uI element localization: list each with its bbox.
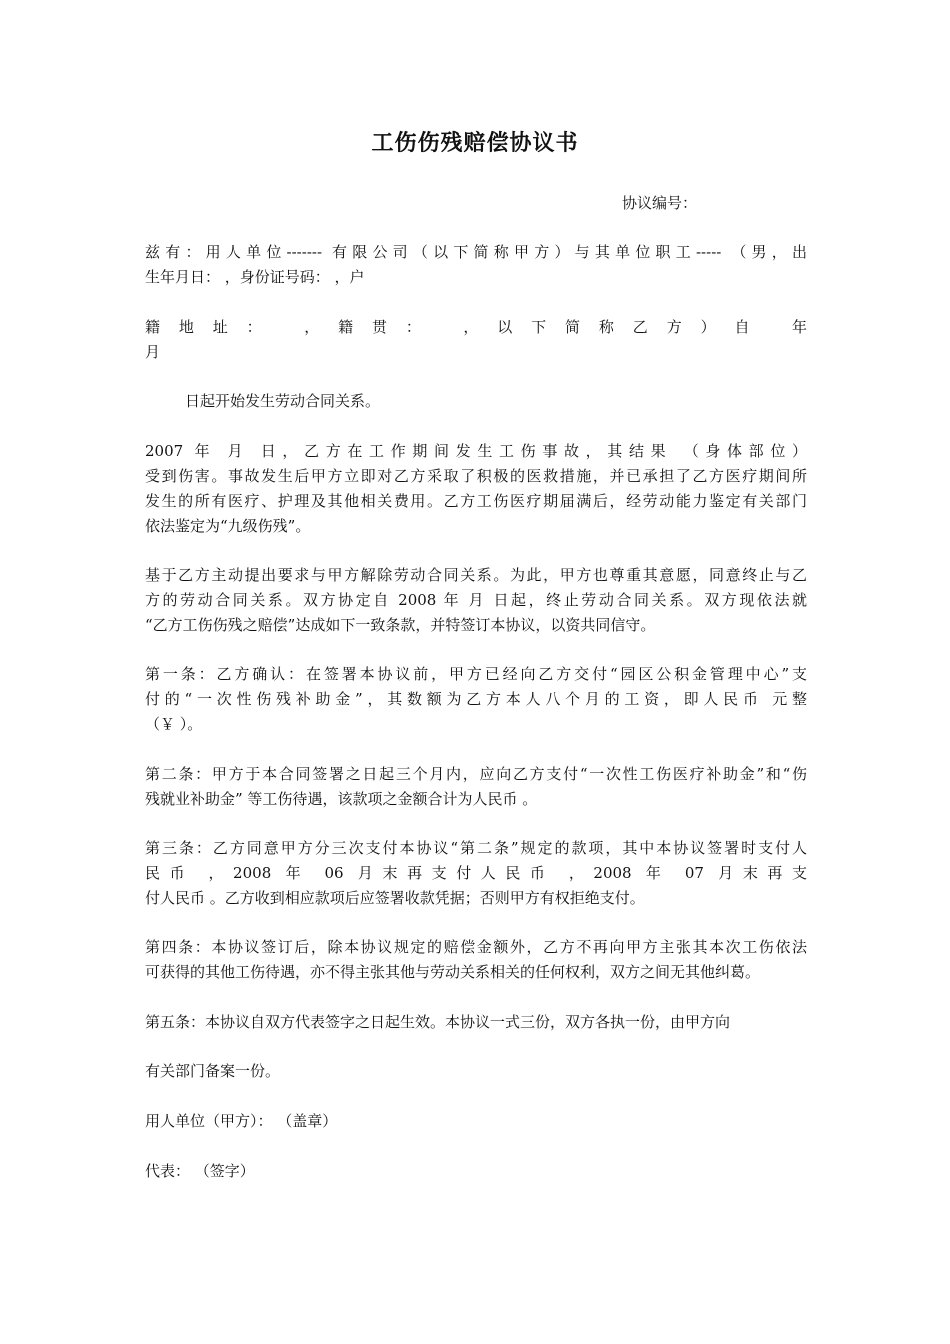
article-3-line-3: 付人民币 。乙方收到相应款项后应签署收款凭据；否则甲方有权拒绝支付。: [145, 889, 645, 907]
article-4-line-1: 第四条：本协议签订后，除本协议规定的赔偿金额外，乙方不再向甲方主张其本次工伤依法: [145, 938, 807, 956]
article-5-line-2: 有关部门备案一份。: [145, 1062, 281, 1080]
article-2-line-1: 第二条：甲方于本合同签署之日起三个月内，应向乙方支付“一次性工伤医疗补助金”和“伤: [145, 765, 807, 783]
article-3-line-2: 民币 ，2008 年 06 月末再支付人民币 ，2008 年 07 月末再支: [145, 864, 807, 882]
article-1-line-3: （￥ ）。: [145, 715, 203, 733]
document-title: 工伤伤残赔偿协议书: [371, 131, 579, 156]
p2-line-3: “乙方工伤伤残之赔偿”达成如下一致条款，并特签订本协议，以资共同信守。: [145, 616, 656, 634]
intro-line-4: 月: [145, 343, 161, 361]
employer-signature-line: 用人单位（甲方）： （盖章）: [145, 1112, 338, 1130]
p1-line-4: 依法鉴定为“九级伤残”。: [145, 517, 311, 535]
intro-line-3: 籍地址： ，籍贯： ，以下简称乙方）自 年: [145, 318, 807, 336]
intro-line-5: 日起开始发生劳动合同关系。: [185, 392, 381, 410]
article-1-line-2: 付的“一次性伤残补助金”，其数额为乙方本人八个月的工资，即人民币 元整: [145, 690, 807, 708]
article-5-line-1: 第五条：本协议自双方代表签字之日起生效。本协议一式三份，双方各执一份，由甲方向: [145, 1013, 731, 1031]
p1-line-1: 2007 年 月 日，乙方在工作期间发生工伤事故，其结果 （身体部位）: [145, 442, 807, 460]
p2-line-2: 方的劳动合同关系。双方协定自 2008 年 月 日起，终止劳动合同关系。双方现依法就: [145, 591, 807, 609]
article-1-line-1: 第一条：乙方确认：在签署本协议前，甲方已经向乙方交付“园区公积金管理中心”支: [145, 665, 807, 683]
intro-line-1: 兹有：用人单位------- 有限公司（以下简称甲方）与其单位职工----- （男，出: [145, 243, 807, 261]
agreement-number-label: 协议编号：: [622, 194, 698, 212]
article-2-line-2: 残就业补助金” 等工伤待遇，该款项之金额合计为人民币 。: [145, 790, 538, 808]
intro-line-2: 生年月日： ，身份证号码： ，户: [145, 268, 365, 286]
p2-line-1: 基于乙方主动提出要求与甲方解除劳动合同关系。为此，甲方也尊重其意愿，同意终止与乙: [145, 566, 807, 584]
article-3-line-1: 第三条：乙方同意甲方分三次支付本协议“第二条”规定的款项，其中本协议签署时支付人: [145, 839, 807, 857]
article-4-line-2: 可获得的其他工伤待遇，亦不得主张其他与劳动关系相关的任何权利，双方之间无其他纠葛。: [145, 963, 761, 981]
representative-signature-line: 代表： （签字）: [145, 1162, 255, 1180]
p1-line-2: 受到伤害。事故发生后甲方立即对乙方采取了积极的医救措施，并已承担了乙方医疗期间所: [145, 467, 807, 485]
p1-line-3: 发生的所有医疗、护理及其他相关费用。乙方工伤医疗期届满后，经劳动能力鉴定有关部门: [145, 492, 807, 510]
